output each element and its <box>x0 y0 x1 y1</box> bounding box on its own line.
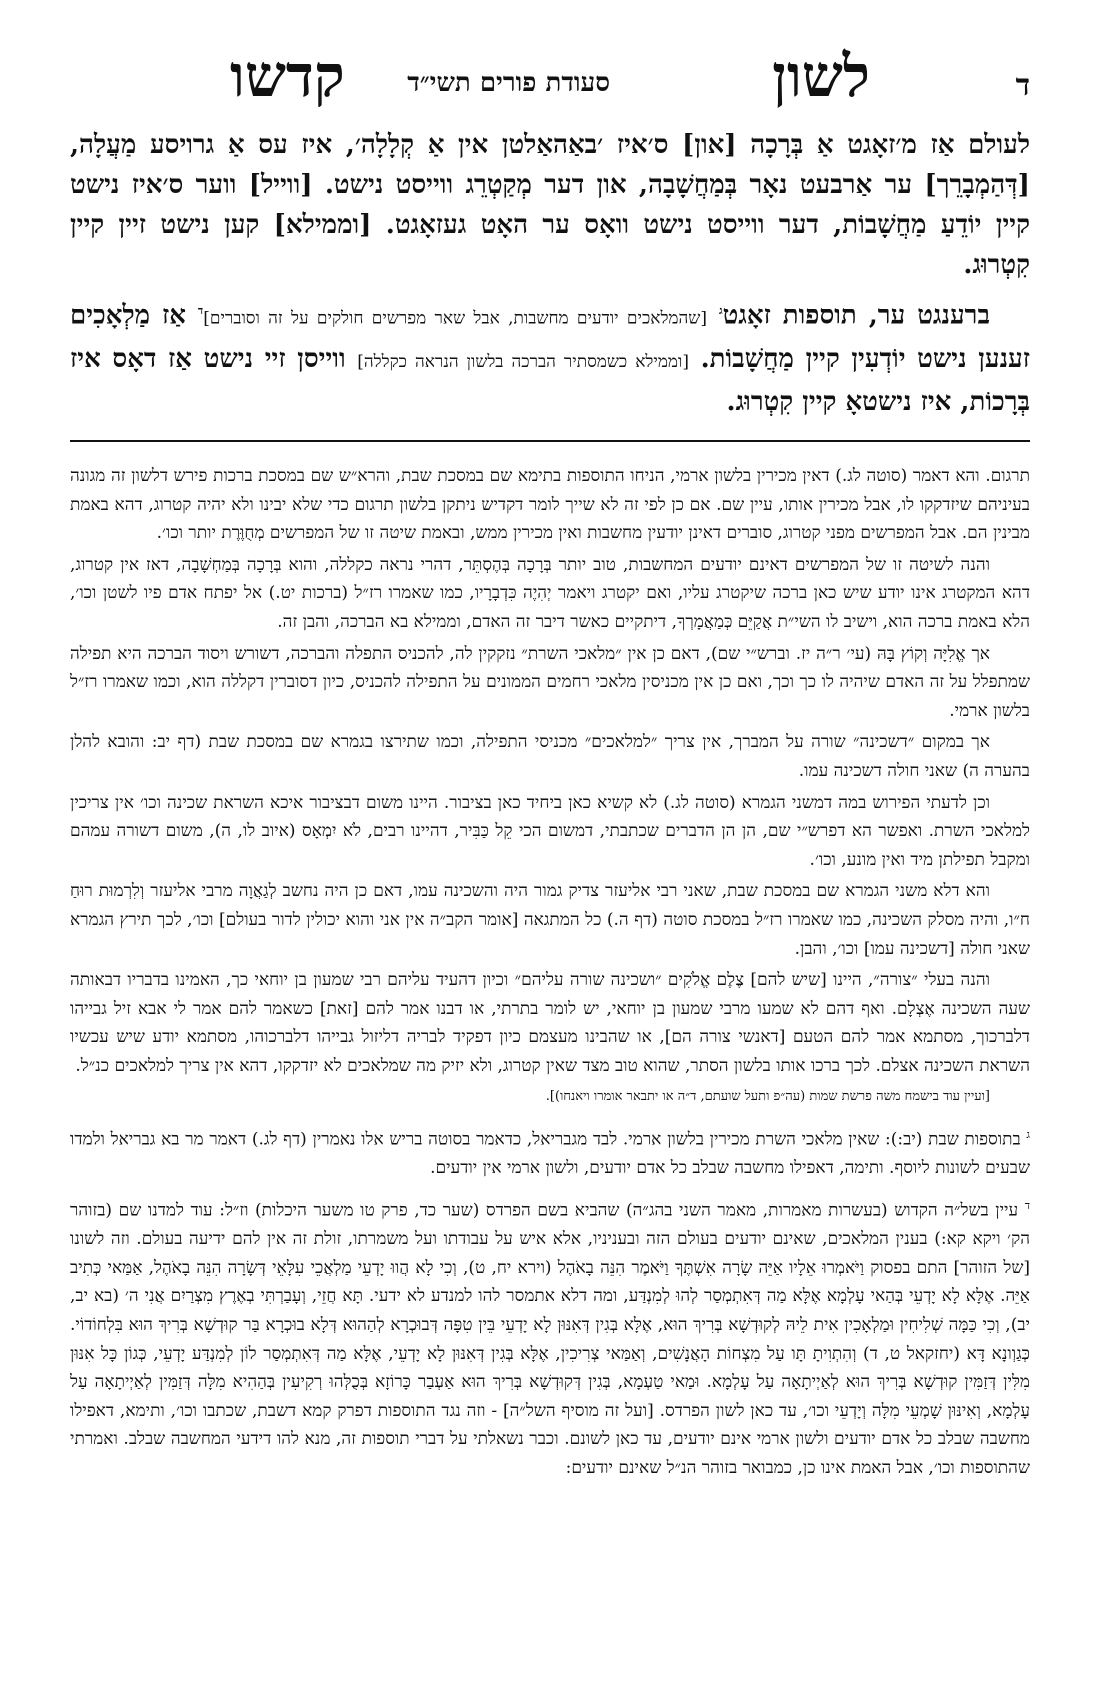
commentary-reference: [ועיין עוד בישמח משה פרשת שמות (עה״פ ותעל שועתם, ד״ה או יתבאר אומרו ויאנחו)]. <box>545 1089 990 1105</box>
running-title-right: לשון <box>772 42 870 110</box>
footnote-text: עיין בשל״ה הקדוש (בעשרות מאמרות, מאמר השני בהג״ה) שהביא בשם הפרדס (שער כד, פרק טו משער היכלות) וז״ל: עוד למדנו שם (בזוהר הק׳ ויקא קא:) בענין המלאכים, שאינם יודעים בעולם הזה ובעניניו, אלא איש על עבודתו ועל משמרתו, זולת זה אין להם ידיעה בעולם. וזה לשונו [של הזוהר] התם בפסוק וַיֹּאמְרוּ אֵלָיו אַיֵּה שָׂרָה אִשְׁתֶּךָ וַיֹּאמֶר הִנֵּה בָאֹהֶל (וירא יח, ט), וְכִי לָא הֲווּ יָדְעֵי מַלְאֲכֵי עִלָּאֵי דְּשָׂרָה הִנֵּה בָאֹהֶל, אַמַּאי כְּתִיב אַיֵּה. אֶלָּא לָא יָדְעֵי בְּהַאי עָלְמָא אֶלָּא מַה דְּאִתְמְסַר לְהוּ לְמִנְדַּע, ומה דלא אתמסר להו למנדע לא ידעי. תָּא חֲזֵי, וְעָבַרְתִּי בְאֶרֶץ מִצְרַיִם אֲנִי ה׳ (בא יב, יב), וְכִי כַּמָּה שְׁלִיחִין וּמַלְאָכִין אִית לֵיהּ לְקוּדְשָׁא בְּרִיךְ הוּא, אֶלָּא בְּגִין דְּאִנּוּן לָא יָדְעֵי בֵּין טִפָּה דְּבוּכְרָא לְהַהוּא דְּלָא בוּכְרָא בַּר קוּדְשָׁא בְּרִיךְ הוּא בִּלְחוֹדוֹי. כְּגַוְונָא דָּא (יחזקאל ט, ד) וְהִתְוִיתָ תָּו עַל מִצְחוֹת הָאֲנָשִׁים, וְאַמַּאי צְרִיכִין, אֶלָּא בְּגִין דְּאִנּוּן לָא יָדְעֵי, אֶלָּא מַה דְּאִתְמְסַר לוֹן לְמִנְדַּע יָדְעֵי, כְּגוֹן כָּל אִנּוּן מִלִּין דְּזַמִּין קוּדְשָׁא בְּרִיךְ הוּא לְאַיְיתָאָה עַל עָלְמָא. וּמַאי טַעְמָא, בְּגִין דְּקוּדְשָׁא בְּרִיךְ הוּא אַעְבַר כָּרוֹזָא בְּכֻלְּהוּ רְקִיעִין בְּהַהִיא מִלָּה דְּזַמִּין לְאַיְיתָאָה עַל עָלְמָא, וְאִינּוּן שָׁמְעֵי מִלָּה וְיָדְעֵי וכו׳, עד כאן לשון הפרדס. [ועל זה מוסיף השל״ה] - וזה נגד התוספות דפרק קמא דשבת, שכתבו וכו׳, ותימא, דאפילו מחשבה שבלב כל אדם יודעים ולשון ארמי אינם יודעים, עד כאן לשונם. וכבר נשאלתי על דברי תוספות זה, מנא להו דידעי המחשבה שבלב. ואמרתי שהתוספות וכו׳, אבל האמת אינו כן, כמבואר בזוהר הנ״ל שאינם יודעים: <box>70 1200 1030 1478</box>
commentary-paragraph: והא דלא משני הגמרא שם במסכת שבת, שאני רבי אליעזר צדיק גמור היה והשכינה עמו, דאם כן היה נחשב לְגַאֲוָה מרבי אליעזר וְלִרְמוּת רוּחַ ח״ו, והיה מסלק השכינה, כמו שאמרו רז״ל במסכת סוטה (דף ה.) כל המתגאה [אומר הקב״ה אין אני והוא יכולין לדור בעולם] וכו׳, לכך תירץ הגמרא שאני חולה [דשכינה עמו] וכו׳, והבן. <box>70 881 1030 959</box>
main-paragraph <box>70 291 1030 422</box>
commentary-paragraph: אך אֱלִיָּה וְקוֹץ בָּהּ (עי׳ ר״ה יז. וברש״י שם), דאם כן אין ״מלאכי השרת״ נזקקין לה, להכניס התפלה והברכה, דשורש ויסוד הברכה היא תפילה שמתפלל על זה האדם שיהיה לו כך וכך, ואם כן אין מכניסין מלאכי רחמים הממונים על התפילה להכניס, כיון דסוברין דקללה הוא, וכמו שאמרו רז״ל בלשון ארמי. <box>70 643 1030 721</box>
commentary-paragraph: תרגום. והא דאמר (סוטה לג.) דאין מכירין בלשון ארמי, הניחו התוספות בתימא שם במסכת שבת, והרא״ש שם במסכת ברכות פירש דלשון זה מגונה בעיניהם שיזדקקו לו, אבל מכירין אותו, עיין שם. אם כן לפי זה לא שייך לומר דקדיש ניתקן בלשון תרגום כדי שלא יבינו ולא יהיה קטרוג, דהא באמת מבינין הם. אבל המפרשים מפני קטרוג, סוברים דאינן יודעין מחשבות ואין מכירין ממש, ובאמת שיטה זו של המפרשים מְחֻוֶּרֶת יותר וכו׳. <box>70 466 1030 544</box>
main-text-run: ווייסן זיי נישט אַז דאָס איז בְּרָכוֹת, איז נישטאָ קיין קִטְרוּג. <box>70 343 1030 417</box>
footnote-marker: ד <box>1024 1198 1030 1212</box>
main-text <box>70 125 1030 428</box>
footnote-marker: ג <box>718 304 723 317</box>
commentary-paragraph: אך במקום ״דשכינה״ שורה על המברך, אין צריך ״למלאכים״ מכניסי התפילה, וכמו שתירצו בגמרא שם במסכת שבת (דף יב: והובא להלן בהערה ה) שאני חולה דשכינה עמו. <box>70 732 1030 781</box>
bracket-note: [שהמלאכים יודעים מחשבות, אבל שאר מפרשים חולקים על זה וסוברים] <box>203 308 707 329</box>
main-text-run: ברענגט ער, תוספות זאָגט <box>722 300 990 331</box>
footnote-marker: ג <box>1026 1128 1030 1142</box>
footnote-g <box>70 1121 1030 1183</box>
footnote-marker: ד <box>197 304 204 317</box>
running-title-left: קדשו <box>230 42 345 110</box>
footnote-text: בתוספות שבת (יב:): שאין מלאכי השרת מכירין בלשון ארמי. לבד מגבריאל, כדאמר בסוטה בריש אלו נאמרין (דף לג.) דאמר מר בא גבריאל ולמדו שבעים לשונות ליוסף. ותימה, דאפילו מחשבה שבלב כל אדם יודעים, ולשון ארמי אין יודעים. <box>70 1129 1030 1179</box>
commentary-paragraph: והנה בעלי ״צורה״, היינו [שיש להם] צֶלֶם אֱלֹקִים ״ושכינה שורה עליהם״ וכיון דהעיד עליהם רבי שמעון בן יוחאי כך, האמינו בדבריו דבאותה שעה השכינה אֶצְלָם. ואף דהם לא שמעו מרבי שמעון בן יוחאי, יש לומר בתרתי, או דבנו אמר להם [זאת] כשאמר להם אמר לי אבא זיל גבייהו דלברכוך, מסתמא אמר להם הטעם [דאנשי צורה הם], או שהבינו מעצמם כיון דפקיד לבריה דליזול גבייהו דלברכוהו, מסתמא יודע שיש עכשיו השראת השכינה אצלם. לכך ברכו אותו בלשון הסתר, שהוא טוב מצד שאין קטרוג, ולא יזיק מה שמלאכים לא יזדקקו, דהא אין צריך למלאכים כנ״ל. <box>70 970 1030 1076</box>
commentary-paragraph: וכן לדעתי הפירוש במה דמשני הגמרא (סוטה לג.) לא קשיא כאן ביחיד כאן בציבור. היינו משום דבציבור איכא השראת שכינה וכו׳ אין צריכין למלאכי השרת. ואפשר הא דפרש״י שם, הן הן הדברים שכתבתי, דמשום הכי קֵל כַּבִּיר, דהיינו רבים, לֹא יִמְאָס (איוב לו, ה), משום דשורה עמהם ומקבל תפילתן מיד ואין מונע, וכו׳. <box>70 792 1030 870</box>
running-subtitle: סעודת פורים תשי״ד <box>407 68 610 98</box>
footnote-d <box>70 1192 1030 1483</box>
commentary-section <box>70 462 1030 1486</box>
main-paragraph: לעולם אַז מ׳זאָגט אַ בְּרָכָה [און] ס׳איז ׳באַהאַלטן אין אַ קְלָלָה׳, איז עס אַ גרויסע מַעֲלָה, [דְּהַמְבָרֵך] ער אַרבעט נאָר בְּמַחֲשָׁבָה, און דער מְקַטְרֵג ווייסט נישט. [ווייל] ווער ס׳איז נישט קיין יוֹדֵעַ מַחֲשָׁבוֹת, דער ווייסט נישט וואָס ער האָט געזאָגט. [וממילא] קען נישט זיין קיין קִטְרוּג. <box>70 130 1031 280</box>
page-header <box>70 40 1030 120</box>
main-text-run: אַז מַלְאָכִים זענען נישט יוֹדְעִין קיין מַחֲשָׁבוֹת. <box>70 300 1030 374</box>
bracket-note: [וממילא כשמסתיר הברכה בלשון הנראה כקללה] <box>357 351 689 372</box>
divider-line <box>70 440 1030 442</box>
page-number: ד <box>1015 68 1030 103</box>
commentary-paragraph: והנה לשיטה זו של המפרשים דאינם יודעים המחשבות, טוב יותר בְּרָכָה בְּהֶסְתֵּר, דהרי נראה כקללה, והוא בְּרָכָה בְּמַחְשָׁבָה, דאז אין קטרוג, דהא המקטרג אינו יודע שיש כאן ברכה שיקטרג עליו, ואם יקטרג ויאמר יְהִיֶה כִּדְבָרָיו, כמו שאמרו רז״ל (ברכות יט.) אל יפתח אדם פיו לשטן וכו׳, הלא באמת ברכה הוא, וישיב לו השי״ת אֲקַיֵּם כְּמַאֲמָרְךָ, דיתקיים כאשר דיבר זה האדם, וממילא בא הברכה, והבן זה. <box>70 554 1030 632</box>
